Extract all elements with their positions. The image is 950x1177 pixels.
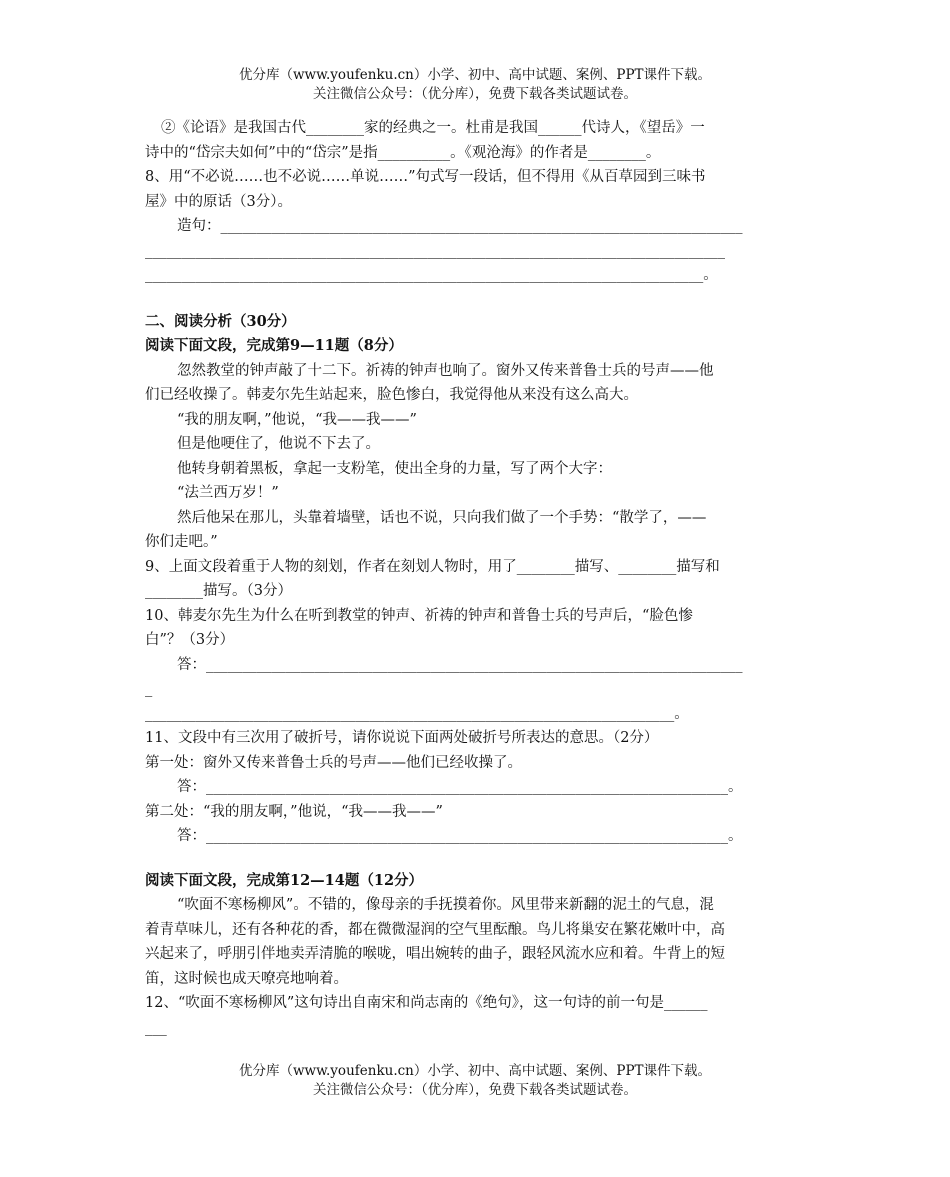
passage-2-line-1: “吹面不寒杨柳风”。不错的，像母亲的手抚摸着你。风里带来新翻的泥土的气息，混: [177, 897, 714, 913]
question-7-part-2-line-2: 诗中的“岱宗夫如何”中的“岱宗”是指__________。《观沧海》的作者是________。: [145, 144, 661, 161]
passage-1-para-4: 他转身朝着黑板，拿起一支粉笔，使出全身的力量，写了两个大字：: [177, 460, 612, 477]
question-8-answer-line-3: _____________________________________________________________________________。: [145, 267, 718, 283]
question-7-part-2-line-1: ②《论语》是我国古代________家的经典之一。杜甫是我国______代诗人，《望岳》一: [161, 120, 705, 136]
passage-2-line-3: 兴起来了，呼朋引伴地卖弄清脆的喉咙，唱出婉转的曲子，跟轻风流水应和着。牛背上的短: [145, 946, 725, 962]
passage-1-para-6-line-2: 你们走吧。”: [145, 534, 218, 550]
question-11-second-item: 第二处：“我的朋友啊，”他说，“我——我——”: [145, 803, 443, 820]
passage-1-para-1-line-2: 们已经收操了。韩麦尔先生站起来，脸色惨白，我觉得他从来没有这么高大。: [145, 387, 638, 403]
page-header: [0, 66, 950, 104]
question-10-line-2: 白”？（3分）: [145, 632, 235, 648]
question-8-answer-line-1: 造句：________________________________________________________________________: [177, 218, 743, 234]
reading-1-heading: 阅读下面文段，完成第9—11题（8分）: [145, 337, 403, 354]
question-10-answer-line-1: 答：__________________________________________________________________________: [177, 656, 743, 673]
question-10-line-1: 10、韩麦尔先生为什么在听到教堂的钟声、祈祷的钟声和普鲁士兵的号声后，“脸色惨: [145, 607, 693, 624]
question-9-line-1: 9、上面文段着重于人物的刻划，作者在刻划人物时，用了________描写、________描写和: [145, 558, 720, 575]
passage-1-para-2: “我的朋友啊，”他说，“我——我——”: [177, 411, 417, 428]
passage-1-para-6-line-1: 然后他呆在那儿，头靠着墙壁，话也不说，只向我们做了一个手势：“散学了，——: [177, 509, 707, 526]
passage-1-para-3: 但是他哽住了，他说不下去了。: [177, 436, 380, 452]
passage-2-line-2: 着青草味儿，还有各种花的香，都在微微湿润的空气里酝酿。鸟儿将巢安在繁花嫩叶中，高: [145, 921, 725, 938]
passage-1-para-5: “法兰西万岁！”: [177, 485, 279, 501]
question-10-answer-line-3: _________________________________________________________________________。: [145, 705, 689, 722]
question-11-first-item: 第一处：窗外又传来普鲁士兵的号声——他们已经收操了。: [145, 754, 522, 771]
question-12-line-1: 12、“吹面不寒杨柳风”这句诗出自南宋和尚志南的《绝句》，这一句诗的前一句是______: [145, 995, 708, 1011]
question-10-answer-line-2: _: [145, 681, 153, 697]
page-footer: [0, 1062, 950, 1100]
passage-2-line-4: 笛，这时候也成天嘹亮地响着。: [145, 970, 348, 987]
reading-2-heading: 阅读下面文段，完成第12—14题（12分）: [145, 871, 424, 889]
section-2-heading: 二、阅读分析（30分）: [145, 312, 296, 330]
footer-line-1: 优分库（www.youfenku.cn）小学、初中、高中试题、案例、PPT课件下载。: [238, 1063, 712, 1079]
question-11-line: 11、文段中有三次用了破折号，请你说说下面两处破折号所表达的意思。（2分）: [145, 730, 659, 746]
question-11-first-answer: 答：________________________________________________________________________。: [177, 779, 743, 795]
question-8-line-1: 8、用“不必说……也不必说……单说……”句式写一段话，但不得用《从百草园到三味书: [145, 169, 706, 185]
question-8-line-2: 屋》中的原话（3分）。: [145, 193, 292, 210]
question-9-line-2: ________描写。（3分）: [145, 583, 292, 599]
question-8-answer-line-2: ________________________________________________________________________________: [145, 242, 725, 259]
document-body: [145, 116, 805, 1040]
header-line-2: 关注微信公众号：（优分库），免费下载各类试题试卷。: [313, 86, 637, 102]
passage-1-para-1-line-1: 忽然教堂的钟声敲了十二下。祈祷的钟声也响了。窗外又传来普鲁士兵的号声——他: [177, 362, 714, 379]
header-line-1: 优分库（www.youfenku.cn）小学、初中、高中试题、案例、PPT课件下载。: [238, 67, 712, 83]
question-12-line-2: ___: [145, 1019, 167, 1036]
footer-line-2: 关注微信公众号：（优分库），免费下载各类试题试卷。: [313, 1082, 637, 1098]
question-11-second-answer: 答：________________________________________________________________________。: [177, 828, 743, 844]
